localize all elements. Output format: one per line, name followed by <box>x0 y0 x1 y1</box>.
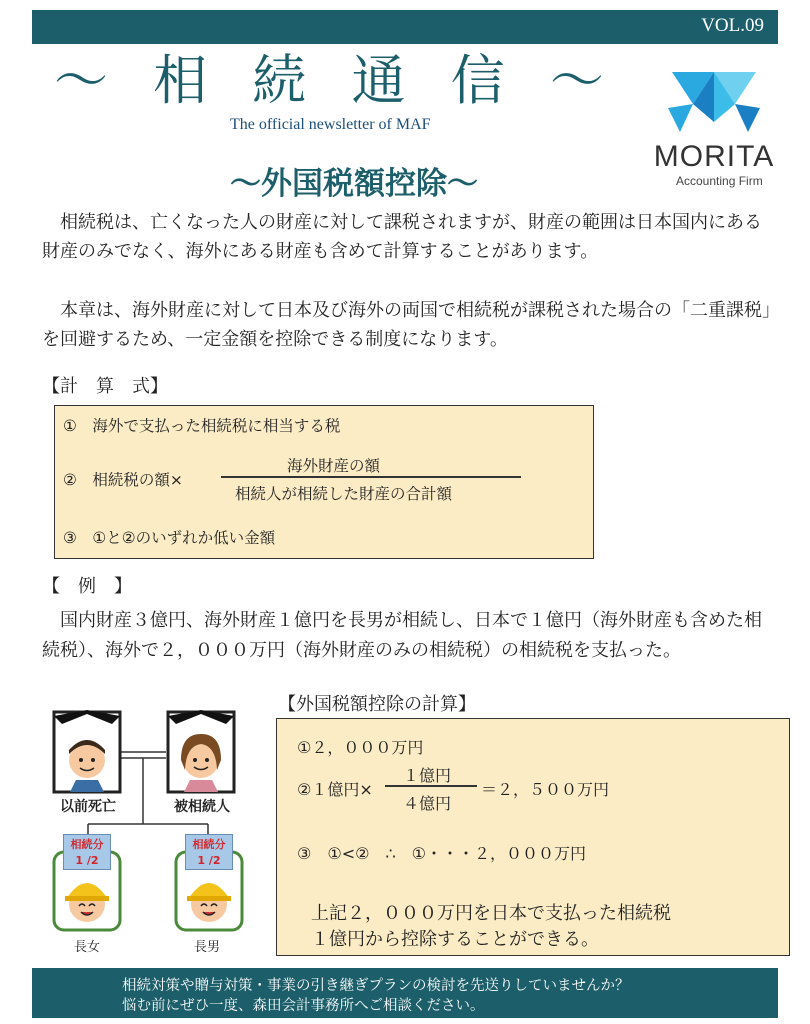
calc-label: 【外国税額控除の計算】 <box>278 694 476 715</box>
logo-subtitle: Accounting Firm <box>676 174 763 188</box>
son-label: 長男 <box>194 940 221 955</box>
newsletter-title: ～ 相 続 通 信 ～ <box>54 49 618 112</box>
daughter-label: 長女 <box>74 940 101 955</box>
share-value: 1 /2 <box>75 854 99 867</box>
newsletter-subtitle: The official newsletter of MAF <box>230 116 431 133</box>
family-tree-lines <box>40 700 290 962</box>
share-value: 1 /2 <box>197 854 221 867</box>
share-tag-son <box>185 834 233 870</box>
share-title: 相続分 <box>70 838 104 851</box>
share-tag-daughter <box>63 834 111 870</box>
example-label: 【 例 】 <box>42 576 132 597</box>
calc-line-3: ③ ①<② ∴ ①・・・２，０００万円 <box>297 844 586 863</box>
formula-item-3: ③ ①と②のいずれか低い金額 <box>63 529 276 547</box>
intro-paragraph-2: 本章は、海外財産に対して日本及び海外の両国で相続税が課税された場合の「二重課税」を回避するため、一定金額を控除できる制度になります。 <box>42 300 771 350</box>
calc-line-2-prefix: ②１億円× <box>297 780 373 799</box>
footer-line-2: 悩む前にぜひ一度、森田会計事務所へご相談ください。 <box>122 998 485 1014</box>
article-headline: ～外国税額控除～ <box>230 166 478 202</box>
calc-fraction-line <box>385 785 477 787</box>
logo-mark-icon <box>664 62 764 138</box>
calc-line-1: ①２，０００万円 <box>297 738 424 757</box>
formula-box <box>54 405 594 559</box>
header-bar <box>32 10 778 44</box>
calc-denominator: ４億円 <box>403 794 452 813</box>
morita-logo <box>646 62 782 190</box>
calc-box <box>276 718 790 956</box>
decedent-label: 被相続人 <box>174 799 230 815</box>
deceased-label: 以前死亡 <box>60 799 116 815</box>
formula-item-1: ① 海外で支払った相続税に相当する税 <box>63 417 341 435</box>
formula-item-2-prefix: ② 相続税の額× <box>63 471 183 489</box>
intro-paragraph-1: 相続税は、亡くなった人の財産に対して課税されますが、財産の範囲は日本国内にある財産のみでなく、海外にある財産も含めて計算することがあります。 <box>42 212 762 262</box>
calc-result: ＝２，５００万円 <box>481 780 610 799</box>
formula-label: 【計 算 式】 <box>42 376 168 397</box>
example-paragraph: 国内財産３億円、海外財産１億円を長男が相続し、日本で１億円（海外財産も含めた相続税）、海外で２，０００万円（海外財産のみの相続税）の相続税を支払った。 <box>42 610 762 661</box>
calc-conclusion-2: １億円から控除することができる。 <box>311 929 599 950</box>
formula-numerator: 海外財産の額 <box>287 457 381 475</box>
formula-denominator: 相続人が相続した財産の合計額 <box>235 485 453 503</box>
calc-numerator: １億円 <box>403 766 452 785</box>
footer-line-1: 相続対策や贈与対策・事業の引き継ぎプランの検討を先送りしていませんか？ <box>122 978 630 994</box>
fraction-line <box>221 476 521 478</box>
volume-number: VOL.09 <box>701 15 764 36</box>
share-title: 相続分 <box>192 838 226 851</box>
logo-name: MORITA <box>653 140 775 173</box>
calc-conclusion-1: 上記２，０００万円を日本で支払った相続税 <box>311 903 671 924</box>
footer-bar <box>32 968 778 1018</box>
